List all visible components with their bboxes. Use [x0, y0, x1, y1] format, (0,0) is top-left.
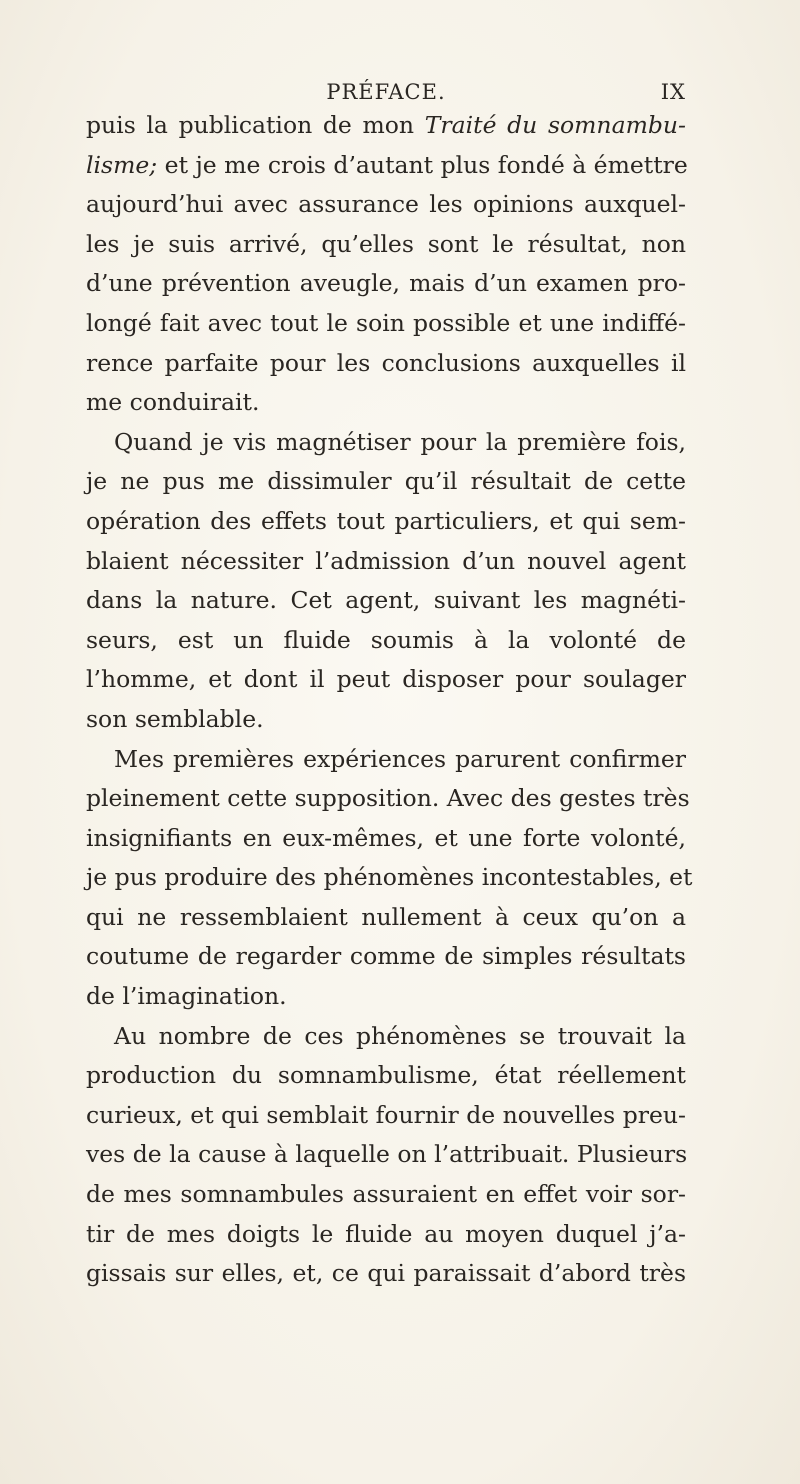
body-text [86, 106, 693, 1294]
text-line: de mes somnambules assuraient en effet voir sor- [86, 1180, 686, 1209]
text-line: je ne pus me dissimuler qu’il résultait de cette [86, 467, 686, 496]
text-line: Quand je vis magnétiser pour la première fois, [114, 427, 686, 456]
text-line: blaient nécessiter l’admission d’un nouvel agent [86, 546, 686, 575]
text-line: Mes premières expériences parurent confirmer [114, 744, 686, 773]
text-line: l’homme, et dont il peut disposer pour soulager [86, 665, 686, 694]
text-line: pleinement cette supposition. Avec des gestes très [86, 784, 690, 813]
text-line: longé fait avec tout le soin possible et une indiffé- [86, 308, 686, 337]
text-line: tir de mes doigts le fluide au moyen duquel j’a- [86, 1219, 686, 1248]
text-line: production du somnambulisme, état réellement [86, 1061, 686, 1090]
text-line: dans la nature. Cet agent, suivant les magnéti- [86, 586, 686, 615]
text-line: je pus produire des phénomènes incontestables, et [86, 863, 693, 892]
text-line: rence parfaite pour les conclusions auxquelles il [86, 348, 686, 377]
running-head [86, 80, 686, 108]
text-line: me conduirait. [86, 388, 260, 417]
text-line: de l’imagination. [86, 982, 287, 1011]
text-line: insignifiants en eux-mêmes, et une forte volonté, [86, 823, 686, 852]
text-line: lisme; et je me crois d’autant plus fondé à émettre [86, 150, 688, 179]
text-line: seurs, est un fluide soumis à la volonté de [86, 625, 686, 654]
text-line: Au nombre de ces phénomènes se trouvait la [114, 1021, 686, 1050]
text-line: puis la publication de mon Traité du somnambu- [86, 111, 686, 139]
text-line: son semblable. [86, 704, 264, 733]
text-line: aujourd’hui avec assurance les opinions auxquel- [86, 190, 686, 219]
running-title: PRÉFACE. [326, 80, 446, 104]
text-line: d’une prévention aveugle, mais d’un examen pro- [86, 269, 686, 298]
page-number: IX [660, 80, 686, 104]
text-line: curieux, et qui semblait fournir de nouvelles preu- [86, 1100, 686, 1129]
text-line: qui ne ressemblaient nullement à ceux qu’on a [86, 902, 686, 931]
text-line: coutume de regarder comme de simples résultats [86, 942, 686, 971]
text-line: les je suis arrivé, qu’elles sont le résultat, non [86, 229, 686, 258]
text-line: gissais sur elles, et, ce qui paraissait d’abord très [86, 1259, 686, 1288]
text-line: opération des effets tout particuliers, et qui sem- [86, 506, 686, 535]
text-line: ves de la cause à laquelle on l’attribuait. Plusieurs [86, 1140, 688, 1169]
